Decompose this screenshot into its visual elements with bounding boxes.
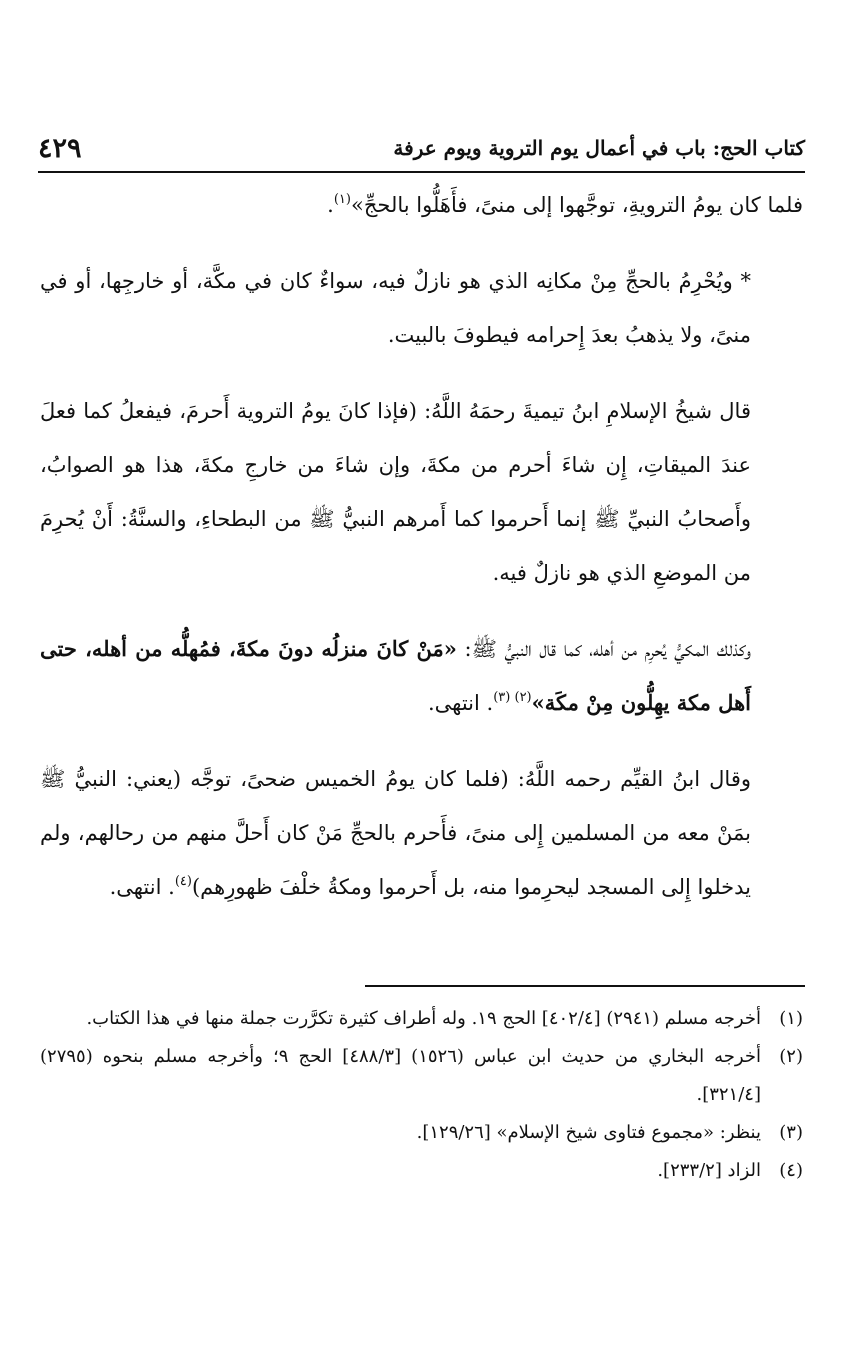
paragraph-ibn-qayyim-text: وقال ابنُ القيِّم رحمه اللَّهُ: (فلما كان يومُ الخميس ضحىً، توجَّه (يعني: النبيُّ ﷺ بمَنْ معه من المسلمين إِلى منىً، فأَحرم بالحجِّ مَنْ كان أَحلَّ منهم من رحالهم، ولم يدخلوا إِلى المسجد ليحرِموا منه، بل أَحرموا ومكةُ خلْفَ ظهورِهم)	[40, 767, 751, 899]
continued-text: فلما كان يومُ الترويةِ، توجَّهوا إلى منىً، فأَهَلُّوا بالحجِّ»	[350, 193, 803, 217]
footnote-ref-1: (١)	[333, 192, 351, 207]
paragraph-makki-text: وكذلك المكيُّ يُحرِم من أهله، كما قال النبيُّ ﷺ:	[456, 637, 751, 661]
footnote-item	[40, 1038, 803, 1114]
header-divider	[38, 171, 805, 173]
page-header	[38, 126, 805, 170]
paragraph-makki	[40, 622, 803, 730]
footnote-number: (٤)	[779, 1160, 803, 1181]
footnote-item	[40, 1000, 803, 1038]
footnote-ref-4: (٤)	[174, 874, 192, 889]
footnote-item	[40, 1114, 803, 1152]
paragraph-ibn-taymiyyah: قال شيخُ الإسلامِ ابنُ تيميةَ رحمَهُ اللَّهُ: (فإذا كانَ يومُ التروية أَحرمَ، فيفعلُ كما فعلَ عندَ الميقاتِ، إِن شاءَ أحرم من مكةَ، وإن شاءَ من خارجِ مكةَ، هذا هو الصوابُ، وأَصحابُ النبيِّ ﷺ إنما أَحرموا كما أَمرهم النبيُّ ﷺ من البطحاءِ، والسنَّةُ: أَنْ يُحرِمَ من الموضعِ الذي هو نازلٌ فيه.	[40, 399, 751, 585]
paragraph-makki-end: . انتهى.	[427, 691, 494, 715]
continued-paragraph	[40, 178, 803, 232]
footnote-item	[40, 1152, 803, 1190]
footnote-divider	[365, 985, 805, 987]
footnote-number: (١)	[779, 1008, 803, 1029]
paragraph-ihram-location: * ويُحْرِمُ بالحجِّ مِنْ مكانِه الذي هو نازلٌ فيه، سواءٌ كان في مكَّة، أو خارجِها، أو في منىً، ولا يذهبُ بعدَ إِحرامه فيطوفَ بالبيت.	[40, 269, 751, 347]
footnote-text: أخرجه مسلم (٢٩٤١) [٤٠٢/٤] الحج ١٩. وله أطراف كثيرة تكرَّرت جملة منها في هذا الكتاب.	[86, 1008, 761, 1029]
continued-end: .	[327, 193, 334, 217]
hadith-quote: «مَنْ كانَ منزلُه دونَ مكةَ، فمُهلُّه من أهله، حتى أَهل مكة يهِلُّون مِنْ مكَة»	[40, 636, 751, 715]
paragraph-ibn-qayyim	[40, 752, 803, 914]
page-number: ٤٢٩	[38, 132, 82, 164]
running-title: كتاب الحج: باب في أعمال يوم التروية ويوم عرفة	[393, 136, 805, 160]
footnote-text: ينظر: «مجموع فتاوى شيخ الإسلام» [١٢٩/٢٦].	[416, 1122, 761, 1143]
footnote-number: (٣)	[779, 1122, 803, 1143]
footnote-ref-2-3: (٢) (٣)	[493, 690, 532, 705]
main-text	[40, 178, 803, 914]
footnote-text: أخرجه البخاري من حديث ابن عباس (١٥٢٦) [٤٨٨/٣] الحج ٩؛ وأخرجه مسلم بنحوه (٢٧٩٥) [٣٢١/٤].	[40, 1046, 761, 1105]
footnotes	[40, 1000, 803, 1190]
footnote-text: الزاد [٢٣٣/٢].	[657, 1160, 761, 1181]
paragraph-ibn-qayyim-end: . انتهى.	[109, 875, 175, 899]
footnote-number: (٢)	[779, 1046, 803, 1067]
